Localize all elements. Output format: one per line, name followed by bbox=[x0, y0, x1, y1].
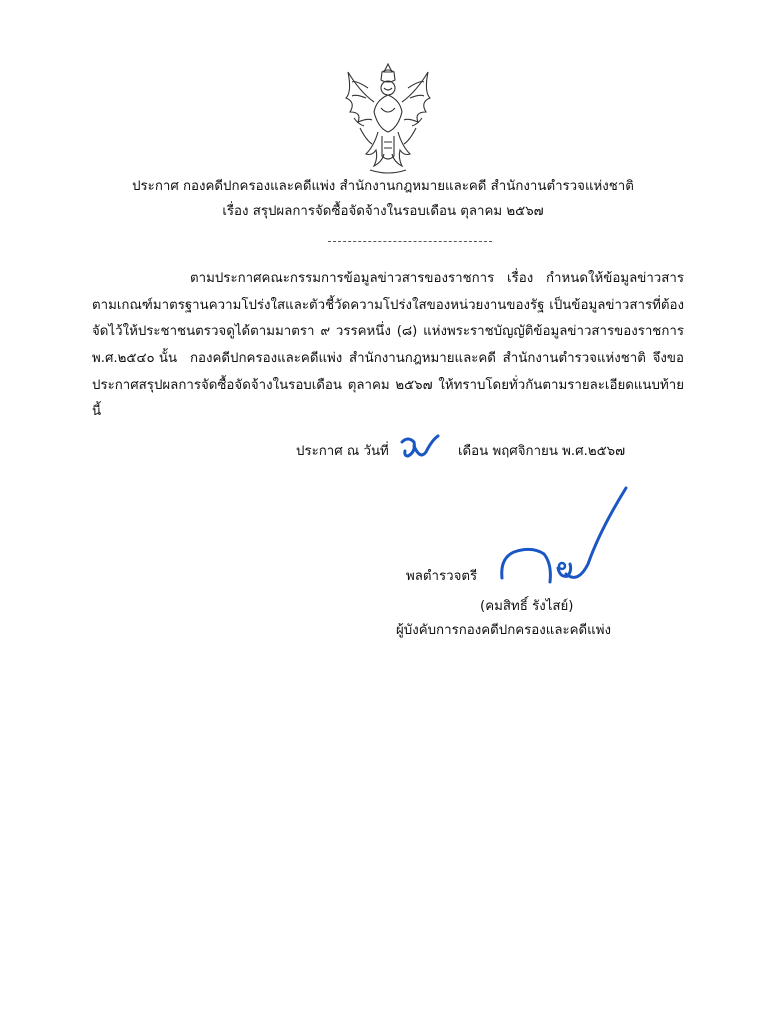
garuda-emblem bbox=[338, 58, 438, 180]
signer-rank: พลตำรวจตรี bbox=[406, 569, 478, 584]
signer-position: ผู้บังคับการกองคดีปกครองและคดีแพ่ง bbox=[396, 623, 612, 638]
announce-date-prefix: ประกาศ ณ วันที่ bbox=[296, 444, 389, 459]
paragraph-announcement: กองคดีปกครองและคดีแพ่ง สำนักงานกฎหมายและคดี สำนักงานตำรวจแห่งชาติ จึงขอประกาศสรุปผลการจัดซื้อจัดจ้างในรอบเดือน ตุลาคม ๒๕๖๗ ให้ทราบโดยทั่วกันตามรายละเอียดแนบท้ายนี้ bbox=[92, 351, 684, 419]
signature bbox=[480, 484, 630, 594]
announcement-subject: เรื่อง สรุปผลการจัดซื้อจัดจ้างในรอบเดือน ตุลาคม ๒๕๖๗ bbox=[222, 204, 544, 219]
title-divider bbox=[328, 241, 492, 242]
announce-date-month-year: เดือน พฤศจิกายน พ.ศ.๒๕๖๗ bbox=[458, 444, 626, 459]
announcement-title: ประกาศ กองคดีปกครองและคดีแพ่ง สำนักงานกฎหมายและคดี สำนักงานตำรวจแห่งชาติ bbox=[132, 179, 634, 194]
handwritten-day bbox=[398, 434, 442, 464]
signer-name: (คมสิทธิ์ รังไสย์) bbox=[480, 599, 574, 614]
paragraph-legal-basis: ตามประกาศคณะกรรมการข้อมูลข่าวสารของราชการ เรื่อง กำหนดให้ข้อมูลข่าวสารตามเกณฑ์มาตรฐานความโปร่งใสและตัวชี้วัดความโปร่งใสของหน่วยงานของรัฐ เป็นข้อมูลข่าวสารที่ต้องจัดไว้ให้ประชาชนตรวจดูได้ตามมาตรา ๙ วรรคหนึ่ง (๘) แห่งพระราชบัญญัติข้อมูลข่าวสารของราชการ พ.ศ.๒๕๔๐ นั้น bbox=[92, 271, 684, 366]
